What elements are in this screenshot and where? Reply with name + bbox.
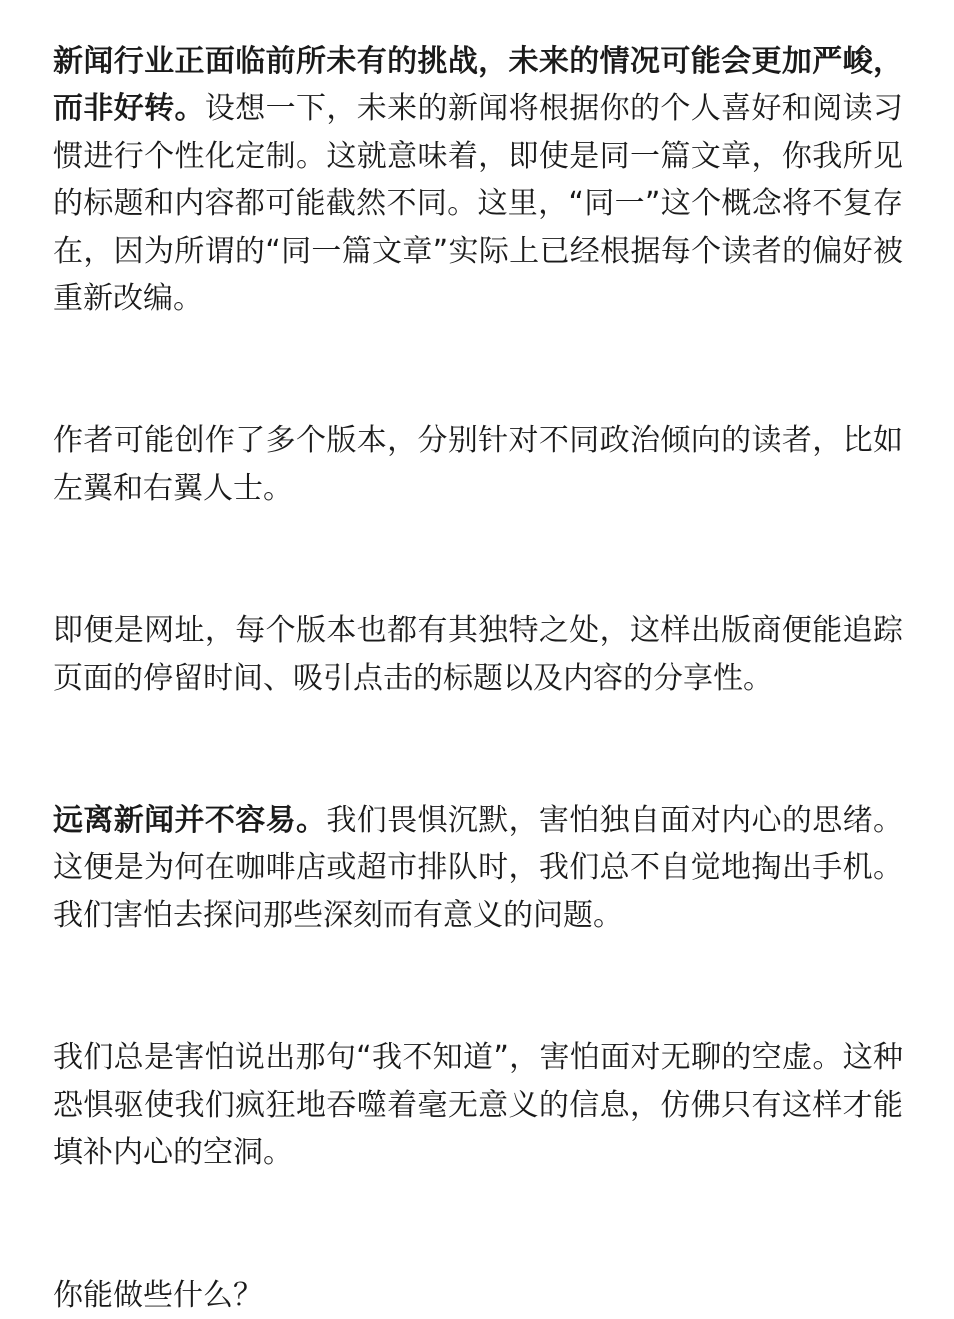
- paragraph-text: 作者可能创作了多个版本，分别针对不同政治倾向的读者，比如左翼和右翼人士。: [53, 423, 903, 506]
- paragraph-text: 我们总是害怕说出那句“我不知道”，害怕面对无聊的空虚。这种恐惧驱使我们疯狂地吞噬着毫无意义的信息，仿佛只有这样才能填补内心的空洞。: [53, 1040, 903, 1171]
- paragraph-text: 设想一下，未来的新闻将根据你的个人喜好和阅读习惯进行个性化定制。这就意味着，即使是同一篇文章，你我所见的标题和内容都可能截然不同。这里，“同一”这个概念将不复存在，因为所谓的“同一篇文章”实际上已经根据每个读者的偏好被重新改编。: [53, 91, 904, 317]
- article-body: [53, 38, 903, 1319]
- paragraph-url-tracking: [53, 607, 903, 702]
- paragraph-avoiding-news: [53, 797, 903, 939]
- paragraph-multiple-versions: [53, 417, 903, 512]
- paragraph-text: 你能做些什么？: [53, 1277, 263, 1313]
- paragraph-what-can-you-do: [53, 1272, 903, 1319]
- paragraph-fear-of-emptiness: [53, 1034, 903, 1176]
- paragraph-news-challenge: [53, 38, 903, 322]
- paragraph-text: 即便是网址，每个版本也都有其独特之处，这样出版商便能追踪页面的停留时间、吸引点击的标题以及内容的分享性。: [53, 613, 903, 696]
- paragraph-lead-bold: 远离新闻并不容易。: [53, 803, 327, 839]
- paragraph-text: 我们畏惧沉默，害怕独自面对内心的思绪。这便是为何在咖啡店或超市排队时，我们总不自觉地掏出手机。我们害怕去探问那些深刻而有意义的问题。: [53, 803, 904, 933]
- paragraph-lead-bold: 新闻行业正面临前所未有的挑战，未来的情况可能会更加严峻，而非好转。: [53, 44, 903, 127]
